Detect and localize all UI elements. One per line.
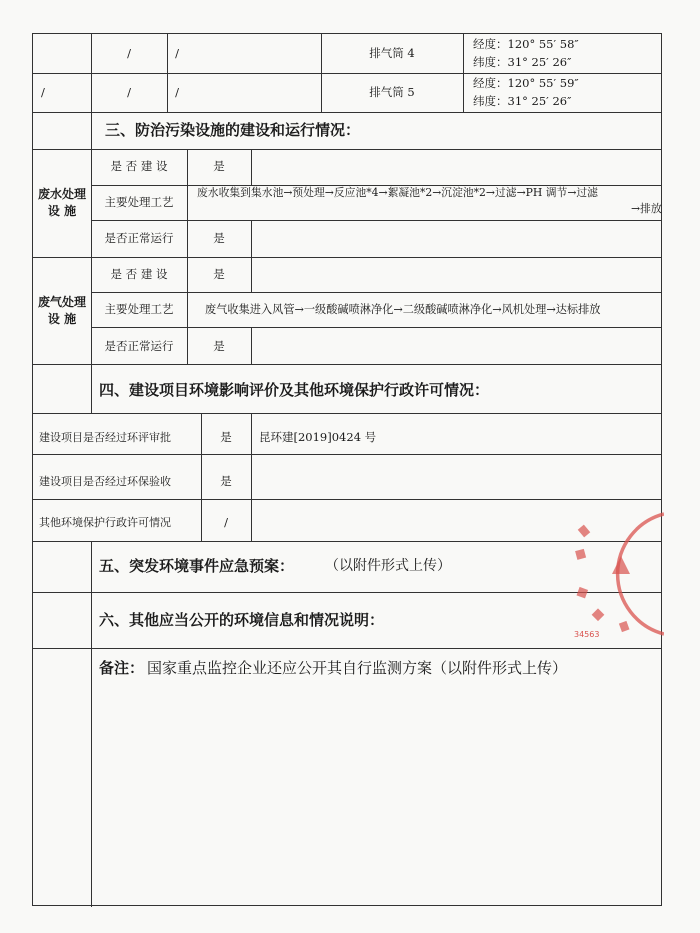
process-description: 废气收集进入风管→一级酸碱喷淋净化→二级酸碱喷淋净化→风机处理→达标排放	[205, 303, 601, 316]
field-label: 建设项目是否经过环保验收	[39, 475, 171, 488]
cell-value: /	[175, 85, 179, 99]
row-divider	[91, 220, 661, 221]
cell-value: /	[127, 46, 131, 60]
longitude: 经度：120° 55′ 58″	[473, 37, 579, 51]
latitude: 纬度：31° 25′ 26″	[473, 94, 572, 108]
form-table	[32, 33, 662, 906]
remark-label: 备注：	[99, 659, 145, 677]
col-divider	[463, 34, 464, 112]
company-seal-icon	[572, 506, 664, 640]
category-label: 废水处理	[37, 187, 86, 201]
category-label: 设 施	[47, 312, 77, 326]
section-title: 三、防治污染设施的建设和运行情况：	[105, 121, 361, 139]
row-divider	[33, 149, 661, 150]
field-value: 是	[213, 231, 225, 245]
cell-value: /	[127, 85, 131, 99]
row-divider	[33, 499, 661, 500]
row-divider	[91, 327, 661, 328]
field-value: 是	[220, 474, 232, 488]
field-value: 是	[213, 339, 225, 353]
field-value: 是	[213, 159, 225, 173]
row-divider	[33, 592, 661, 593]
cell-value: /	[175, 46, 179, 60]
field-value: /	[224, 515, 228, 529]
row-divider	[33, 73, 661, 74]
col-divider	[187, 149, 188, 364]
section-title: 六、其他应当公开的环境信息和情况说明：	[99, 611, 385, 629]
field-label: 是 否 建 设	[110, 159, 168, 173]
category-label: 设 施	[47, 204, 77, 218]
approval-number: 昆环建[2019]0424 号	[259, 430, 377, 444]
section-title: 四、建设项目环境影响评价及其他环境保护行政许可情况：	[99, 381, 490, 399]
field-label: 是否正常运行	[104, 339, 174, 353]
outlet-name: 排气筒 4	[369, 46, 415, 60]
field-label: 主要处理工艺	[104, 195, 174, 209]
col-divider	[251, 220, 252, 292]
row-divider	[33, 364, 661, 365]
field-label: 是否正常运行	[104, 231, 174, 245]
col-divider	[251, 149, 252, 185]
field-label: 建设项目是否经过环评审批	[39, 431, 171, 444]
remark-text: 国家重点监控企业还应公开其自行监测方案（以附件形式上传）	[147, 659, 568, 677]
field-value: 是	[213, 267, 225, 281]
outlet-name: 排气筒 5	[369, 85, 415, 99]
row-divider	[33, 257, 661, 258]
row-divider	[33, 648, 661, 649]
category-label: 废气处理	[37, 295, 86, 309]
section-note: （以附件形式上传）	[325, 558, 451, 574]
section-title: 五、突发环境事件应急预案：	[99, 557, 295, 575]
longitude: 经度：120° 55′ 59″	[473, 76, 579, 90]
col-divider	[91, 112, 92, 413]
field-label: 主要处理工艺	[104, 302, 174, 316]
seal-code: 34563	[574, 630, 600, 639]
row-divider	[91, 292, 661, 293]
field-label: 其他环境保护行政许可情况	[39, 516, 171, 529]
row-divider	[33, 112, 661, 113]
row-divider	[33, 541, 661, 542]
process-description: →排放	[631, 202, 662, 215]
col-divider	[251, 327, 252, 364]
row-divider	[33, 413, 661, 414]
col-divider	[91, 541, 92, 907]
cell-value: /	[41, 85, 45, 99]
col-divider	[251, 413, 252, 541]
field-label: 是 否 建 设	[110, 267, 168, 281]
row-divider	[33, 454, 661, 455]
field-value: 是	[220, 430, 232, 444]
process-description: 废水收集到集水池→预处理→反应池*4→絮凝池*2→沉淀池*2→过滤→PH 调节→过滤	[197, 186, 598, 199]
latitude: 纬度：31° 25′ 26″	[473, 55, 572, 69]
